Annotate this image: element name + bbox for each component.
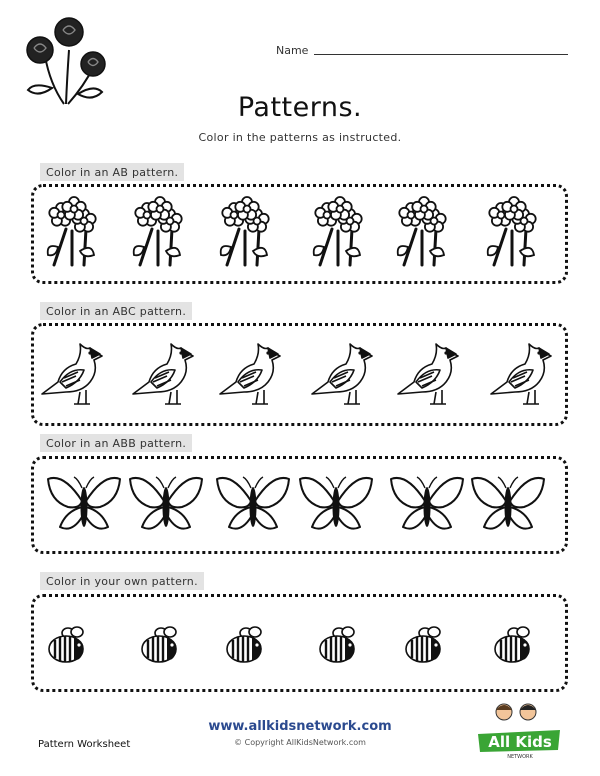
butterfly-icon[interactable] [48,477,120,529]
cardinal-bird-icon[interactable] [42,344,102,404]
butterfly-icon[interactable] [472,477,544,529]
page-title: Patterns. [237,92,363,123]
butterfly-icon[interactable] [300,477,372,529]
bumble-bee-icon[interactable] [227,627,262,662]
bumble-bee-icon[interactable] [49,627,84,662]
name-write-line[interactable] [314,54,568,55]
cardinal-bird-icon[interactable] [220,344,280,404]
butterfly-icon[interactable] [130,477,202,529]
footer-url[interactable]: www.allkidsnetwork.com [208,719,392,734]
bumble-bee-icon[interactable] [495,627,530,662]
flower-row [34,187,565,281]
flower-bunch-icon[interactable] [314,197,362,265]
cardinal-bird-icon[interactable] [133,344,193,404]
bumble-bee-icon[interactable] [406,627,441,662]
cardinal-bird-icon[interactable] [312,344,372,404]
pattern-panel-own [31,594,568,692]
flower-bunch-icon[interactable] [134,197,182,265]
butterfly-icon[interactable] [391,477,463,529]
worksheet-name: Pattern Worksheet [38,739,131,750]
bee-row [34,597,565,689]
flower-bunch-icon[interactable] [488,197,536,265]
cardinal-bird-icon[interactable] [491,344,551,404]
flower-bunch-icon[interactable] [221,197,269,265]
pattern-panel-abb [31,456,568,554]
butterfly-icon[interactable] [217,477,289,529]
page-subtitle: Color in the patterns as instructed. [198,131,402,144]
footer-copyright: © Copyright AllKidsNetwork.com [234,738,366,747]
butterfly-row [34,459,565,551]
pattern-panel-ab [31,184,568,284]
bird-row [34,326,565,423]
section-label-ab: Color in an AB pattern. [40,163,184,181]
logo-text: All Kids [488,733,552,751]
pattern-panel-abc [31,323,568,426]
allkids-logo-icon [474,700,566,760]
section-label-abc: Color in an ABC pattern. [40,302,192,320]
flower-bunch-icon[interactable] [48,197,96,265]
flower-bunch-icon[interactable] [398,197,446,265]
logo-subtext: NETWORK [507,754,533,760]
bumble-bee-icon[interactable] [142,627,177,662]
section-label-abb: Color in an ABB pattern. [40,434,192,452]
name-field-label: Name [276,44,309,57]
section-label-own: Color in your own pattern. [40,572,204,590]
bumble-bee-icon[interactable] [320,627,355,662]
cardinal-bird-icon[interactable] [398,344,458,404]
